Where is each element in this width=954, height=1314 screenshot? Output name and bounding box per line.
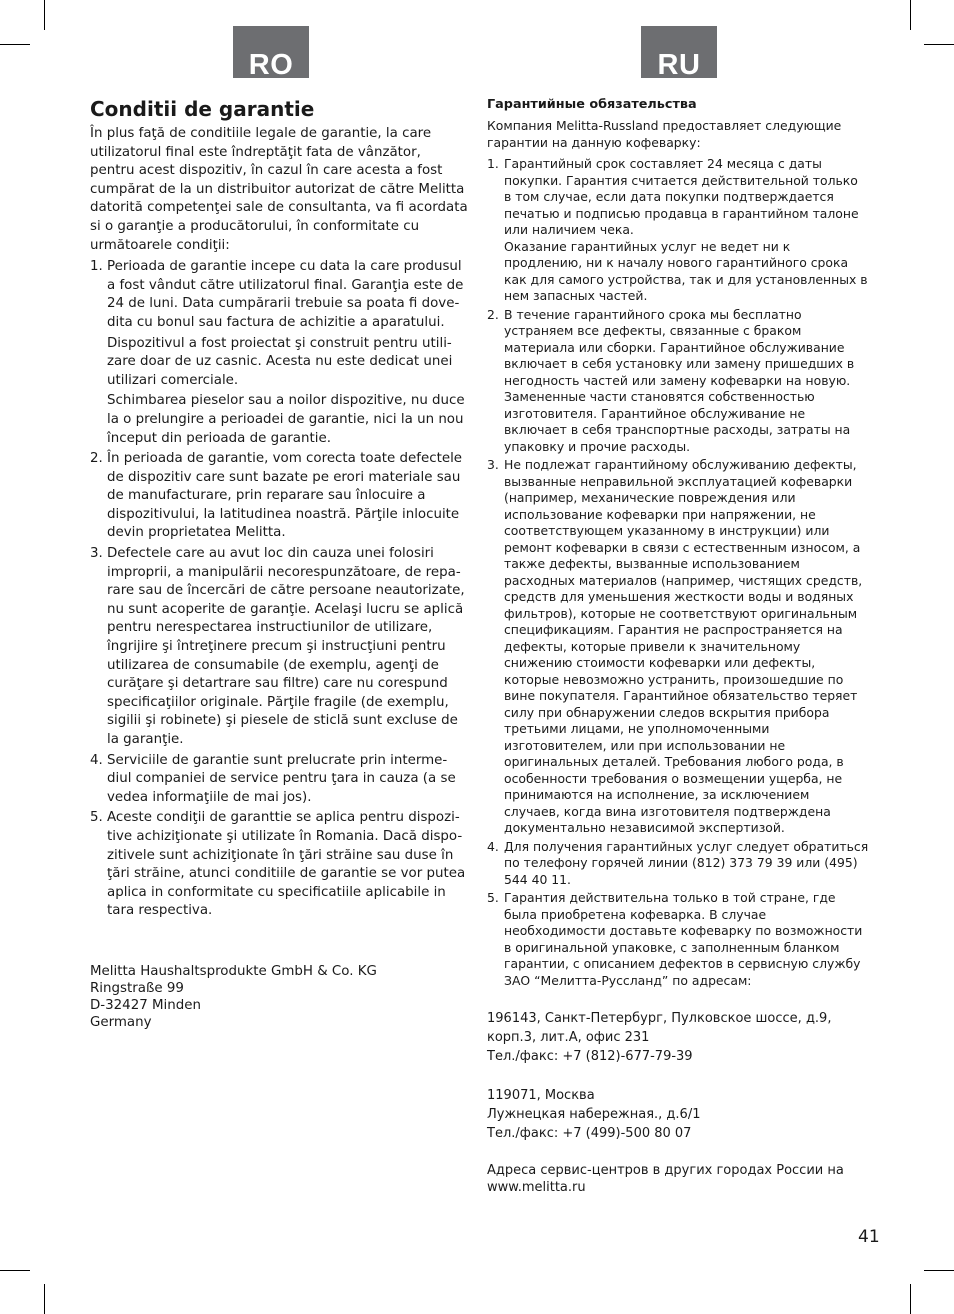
address-line: корп.3, лит.А, офис 231 [487,1030,650,1045]
list-item [90,450,468,543]
other-service-centers-note: Адреса сервис-центров в других городах России на www.melitta.ru [487,1163,844,1195]
address-line: Тел./факс: +7 (812)-677-79-39 [487,1049,693,1064]
list-text: În perioada de garantie, vom corecta toate defectele de dispozitiv care sunt bazate pe erori materiale sau de manufacturare, prin reparare sau înlocuire a dispozitivului, la latitudinea noastră. Părţile inlocuite devin proprietatea Melitta. [107,451,463,541]
address-line: D-32427 Minden [90,997,201,1013]
list-text: Оказание гарантийных услуг не ведет ни к продлению, ни к началу нового гарантийного срока как для самого устройства, так и для установленных в нем запасных частей. [504,238,868,303]
crop-mark [44,1284,45,1314]
list-text: Dispozitivul a fost proiectat şi construit pentru utili- zare doar de uz casnic. Acesta nu este dedicat unei utilizari comerciale. [107,335,453,388]
list-text: Не подлежат гарантийному обслуживанию дефекты, вызванные неправильной эксплуатацией кофеварки (например, механические повреждения или использование кофеварки при напряжении, не соответствующем указанному в инструкции) или ремонт кофеварки в связи с естественным износом, а также дефекты, вызванные использованием расходных материалов (например, чистящих средств, средств для уменьшения жесткости воды и водяных фильтров), которые не соответствуют оригинальным спецификациям. Гарантия не распространяется на дефекты, которые привели к значительному снижению стоимости кофеварки или дефекты, которые невозможно устранить, произошедшие по вине покупателя. Гарантийное обязательство теряет силу при обнаружении следов вскрытия прибора третьими лицами, не уполномоченными изготовителем, или при использовании не оригинальных деталей. Требования любого рода, в особенности требования о возмещении ущерба, не принимаются на исполнение, за исключением случаев, когда вина изготовителя подтверждена документально независимой экспертизой. [504,457,863,835]
list-number: 1. [90,259,103,275]
address-line: Germany [90,1014,152,1030]
list-text: Perioada de garantie incepe cu data la care produsul a fost vândut către utilizatorul final. Garanţia este de 24 de luni. Data cumpărarii trebuie sa poata fi dove- dita cu bonul sau factura de achizitie a aparatului. [107,259,464,330]
address-line: Ringstraße 99 [90,980,184,996]
list-item [487,156,869,305]
list-number: 3. [487,457,499,472]
intro-paragraph: Компания Melitta-Russland предоставляет следующие гарантии на данную кофеварку: [487,118,842,150]
list-item [487,839,869,889]
crop-mark [924,44,954,45]
page-number: 41 [858,1227,880,1247]
language-badge-ru [641,26,717,81]
crop-mark [910,0,911,30]
address-line: 196143, Санкт-Петербург, Пулковское шоссе, д.9, [487,1011,832,1026]
address-line: Тел./факс: +7 (499)-500 80 07 [487,1126,692,1141]
list-number: 5. [90,810,103,826]
crop-mark [44,0,45,30]
list-number: 3. [90,546,103,562]
romanian-column [90,96,468,1031]
russian-column [487,96,869,1196]
address-line: Лужнецкая набережная., д.6/1 [487,1107,701,1122]
list-number: 2. [90,451,103,467]
address-line: 119071, Москва [487,1088,595,1103]
list-text: В течение гарантийного срока мы бесплатно устраняем все дефекты, связанные с браком материала или сборки. Гарантийное обслуживание включает в себя установку или замену пришедших в негодность частей или замену кофеварки на новую. Замененные части становятся собственностью изготовителя. Гарантийное обслуживание не включает в себя транспортные расходы, затраты на упаковку и прочие расходы. [504,306,855,454]
conditions-list [487,156,869,989]
intro-paragraph: În plus faţă de conditiile legale de garantie, la care utilizatorul final este îndreptăţit fata de vânzător, pentru acest dispozitiv, în cazul în care acesta a fost cumpărat de la un distribuitor autorizat de către Melitta datorită competenţei sale de consultanta, va fi acordata si o garanţie a producătorului, în conformitate cu următoarele condiţii: [90,126,468,253]
crop-mark [0,1270,30,1271]
list-number: 4. [90,752,103,768]
list-text: Гарантия действительна только в той стране, где была приобретена кофеварка. В случае необходимости доставьте кофеварку по возможности в оригинальной упаковке, с заполненным бланком гарантии, с описанием дефектов в сервисную службу ЗАО “Мелитта-Руссланд” по адресам: [504,890,863,988]
crop-mark [924,1270,954,1271]
list-number: 2. [487,306,499,322]
list-item [90,258,468,448]
conditions-list [90,258,468,921]
language-badge-label: RO [248,49,294,81]
page-title: Conditii de garantie [90,97,315,121]
list-item [487,307,869,456]
list-text: Aceste condiţii de garanttie se aplica pentru dispozi- tive achiziţionate şi utilizate în Romania. Dacă dispo- zitivele sunt achiziţionate în ţări străine sau duse în ţări străine, atunci conditiile de garantie se vor putea aplica in conformitate cu specificatiile aplicabile in tara respectiva. [107,810,466,919]
list-text: Гарантийный срок составляет 24 месяца с даты покупки. Гарантия считается действительной только в том случае, если дата покупки подтверждается печатью и подписью продавца в гарантийном талоне или наличием чека. [504,156,859,237]
list-number: 1. [487,156,499,171]
list-text: Для получения гарантийных услуг следует обратиться по телефону горячей линии (812) 373 79 39 или (495) 544 40 11. [504,838,869,887]
list-item [90,809,468,921]
list-text: Schimbarea pieselor sau a noilor dispozitive, nu duce la o prelungire a perioadei de garantie, nici la un nou început din perioada de garantie. [107,393,465,446]
service-address-spb [487,1009,869,1066]
list-item [487,457,869,837]
service-address-moscow [487,1086,869,1143]
list-text: Serviciile de garantie sunt prelucrate prin interme- diul companiei de service pentru ţara in cauza (a se vedea informaţiile de mai jos). [107,752,456,805]
language-badge-label: RU [657,49,701,81]
list-number: 4. [487,838,499,854]
list-text: Defectele care au avut loc din cauza unei folosiri improprii, a manipulării necorespunzătoare, de repa- rare sau de încercări de către persoane neautorizate, nu sunt acoperite de garanţie. Acelaşi lucru se aplică pentru nerespectarea instructiunilor de utilizare, îngrijire şi întreţinere precum şi instrucţiuni pentru utilizarea de consumabile (de exemplu, agenţi de curăţare şi detartrare sau filtre) care nu corespund specificaţiilor originale. Părţile fragile (de exemplu, sigilii şi robinete) şi piesele de sticlă sunt excluse de la garanţie. [107,546,465,747]
language-badge-ro [233,26,309,81]
section-title: Гарантийные обязательства [487,97,697,112]
list-number: 5. [487,890,499,905]
address-line: Melitta Haushaltsprodukte GmbH & Co. KG [90,963,377,979]
list-item [90,752,468,808]
list-item [487,890,869,989]
crop-mark [0,44,30,45]
crop-mark [910,1284,911,1314]
list-item [90,545,468,750]
company-address [90,963,468,1031]
